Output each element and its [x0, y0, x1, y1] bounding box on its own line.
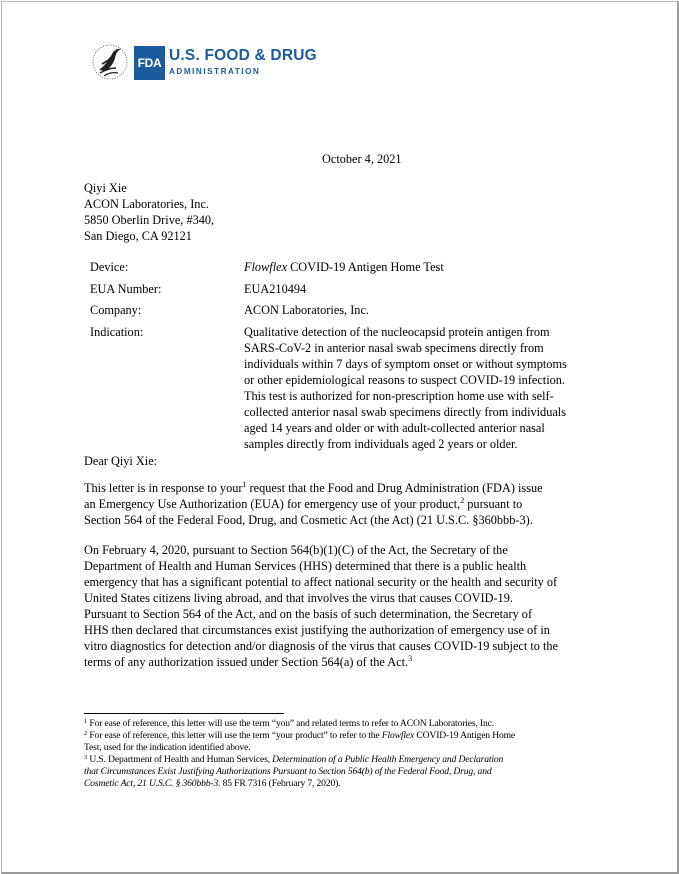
recipient-street: 5850 Oberlin Drive, #340, — [84, 213, 215, 227]
agency-subtitle: ADMINISTRATION — [169, 67, 261, 76]
recipient-address — [84, 180, 214, 244]
eua-label: EUA Number: — [90, 282, 162, 296]
company-value: ACON Laboratories, Inc. — [244, 303, 369, 317]
recipient-name: Qiyi Xie — [84, 181, 127, 195]
recipient-company: ACON Laboratories, Inc. — [84, 197, 209, 211]
eua-value: EUA210494 — [244, 282, 307, 296]
footnote-2: $^2$ For ease of reference, this letter will use the term “your product” to refer to the Flowflex COVID-19 Antigen Home — [84, 730, 516, 741]
indication-text: Qualitative detection of the nucleocapsid protein antigen from SARS-CoV-2 in anterior nasal swab specimens directly from individuals within 7 days of symptom onset or without symptoms or other epidemiological reasons to suspect COVID-19 infection. This test is authorized for non-prescription home use with self- collected anterior nasal swab specimens directly from individuals aged 14 years and older or with adult-collected anterior nasal samples directly from individuals aged 2 years or older. — [244, 325, 567, 451]
paragraph-2: On February 4, 2020, pursuant to Section 564(b)(1)(C) of the Act, the Secretary of the Department of Health and Human Services (HHS) determined that there is a public health emergency that has a significant potential to affect national security or the health and security of United States citizens living abroad, and that involves the virus that causes COVID-19. Pursuant to Section 564 of the Act, and on the basis of such determination, the Secretary of HHS then declared that circumstances exist justifying the authorization of emergency use of in vitro diagnostics for detection and/or diagnosis of the virus that causes COVID-19 subject to the terms of any authorization issued under Section 564(a) of the Act.$^3$ — [84, 543, 559, 669]
fda-logo-box: FDA — [134, 46, 165, 80]
footnotes: $^1$ For ease of reference, this letter will use the term “you” and related terms to refer to ACON Laboratories, Inc. $^2$ For ease of reference, this letter will use the term “your product” to refer to the Flowflex COVID-19 Antigen Home Test, used for the indication identified above. $^3$ U.S. Department of Health and Human Services, Determination of a Public Health Emergency and Declaration that Circumstances Exist Justifying Authorizations Pursuant to Section 564(b) of the Federal Food, Drug, and Cosmetic Act, 21 U.S.C. § 360bbb-3. 85 FR 7316 (February 7, 2020). — [84, 718, 516, 789]
footnote-divider — [84, 713, 284, 714]
footnote-1: $^1$ For ease of reference, this letter will use the term “you” and related terms to refer to ACON Laboratories, Inc. — [84, 718, 494, 729]
hhs-eagle-seal-icon — [90, 40, 130, 84]
footnote-3: $^3$ U.S. Department of Health and Human Services, Determination of a Public Health Emergency and Declaration — [84, 754, 504, 765]
device-value: Flowflex COVID-19 Antigen Home Test — [244, 260, 444, 274]
greeting: Dear Qiyi Xie: — [84, 454, 158, 468]
recipient-city: San Diego, CA 92121 — [84, 229, 192, 243]
indication-label: Indication: — [90, 325, 144, 339]
paragraph-1: This letter is in response to your$^1$ request that the Food and Drug Administration (FDA) issue an Emergency Use Authorization (EUA) for emergency use of your product,$^2$ pursuant to Section 564 of the Federal Food, Drug, and Cosmetic Act (the Act) (21 U.S.C. §360bbb-3). — [84, 480, 543, 527]
letter-date: October 4, 2021 — [322, 152, 402, 166]
device-label: Device: — [90, 260, 129, 274]
company-label: Company: — [90, 303, 142, 317]
agency-name: U.S. FOOD & DRUG — [169, 47, 317, 64]
letter-page — [1, 1, 679, 874]
